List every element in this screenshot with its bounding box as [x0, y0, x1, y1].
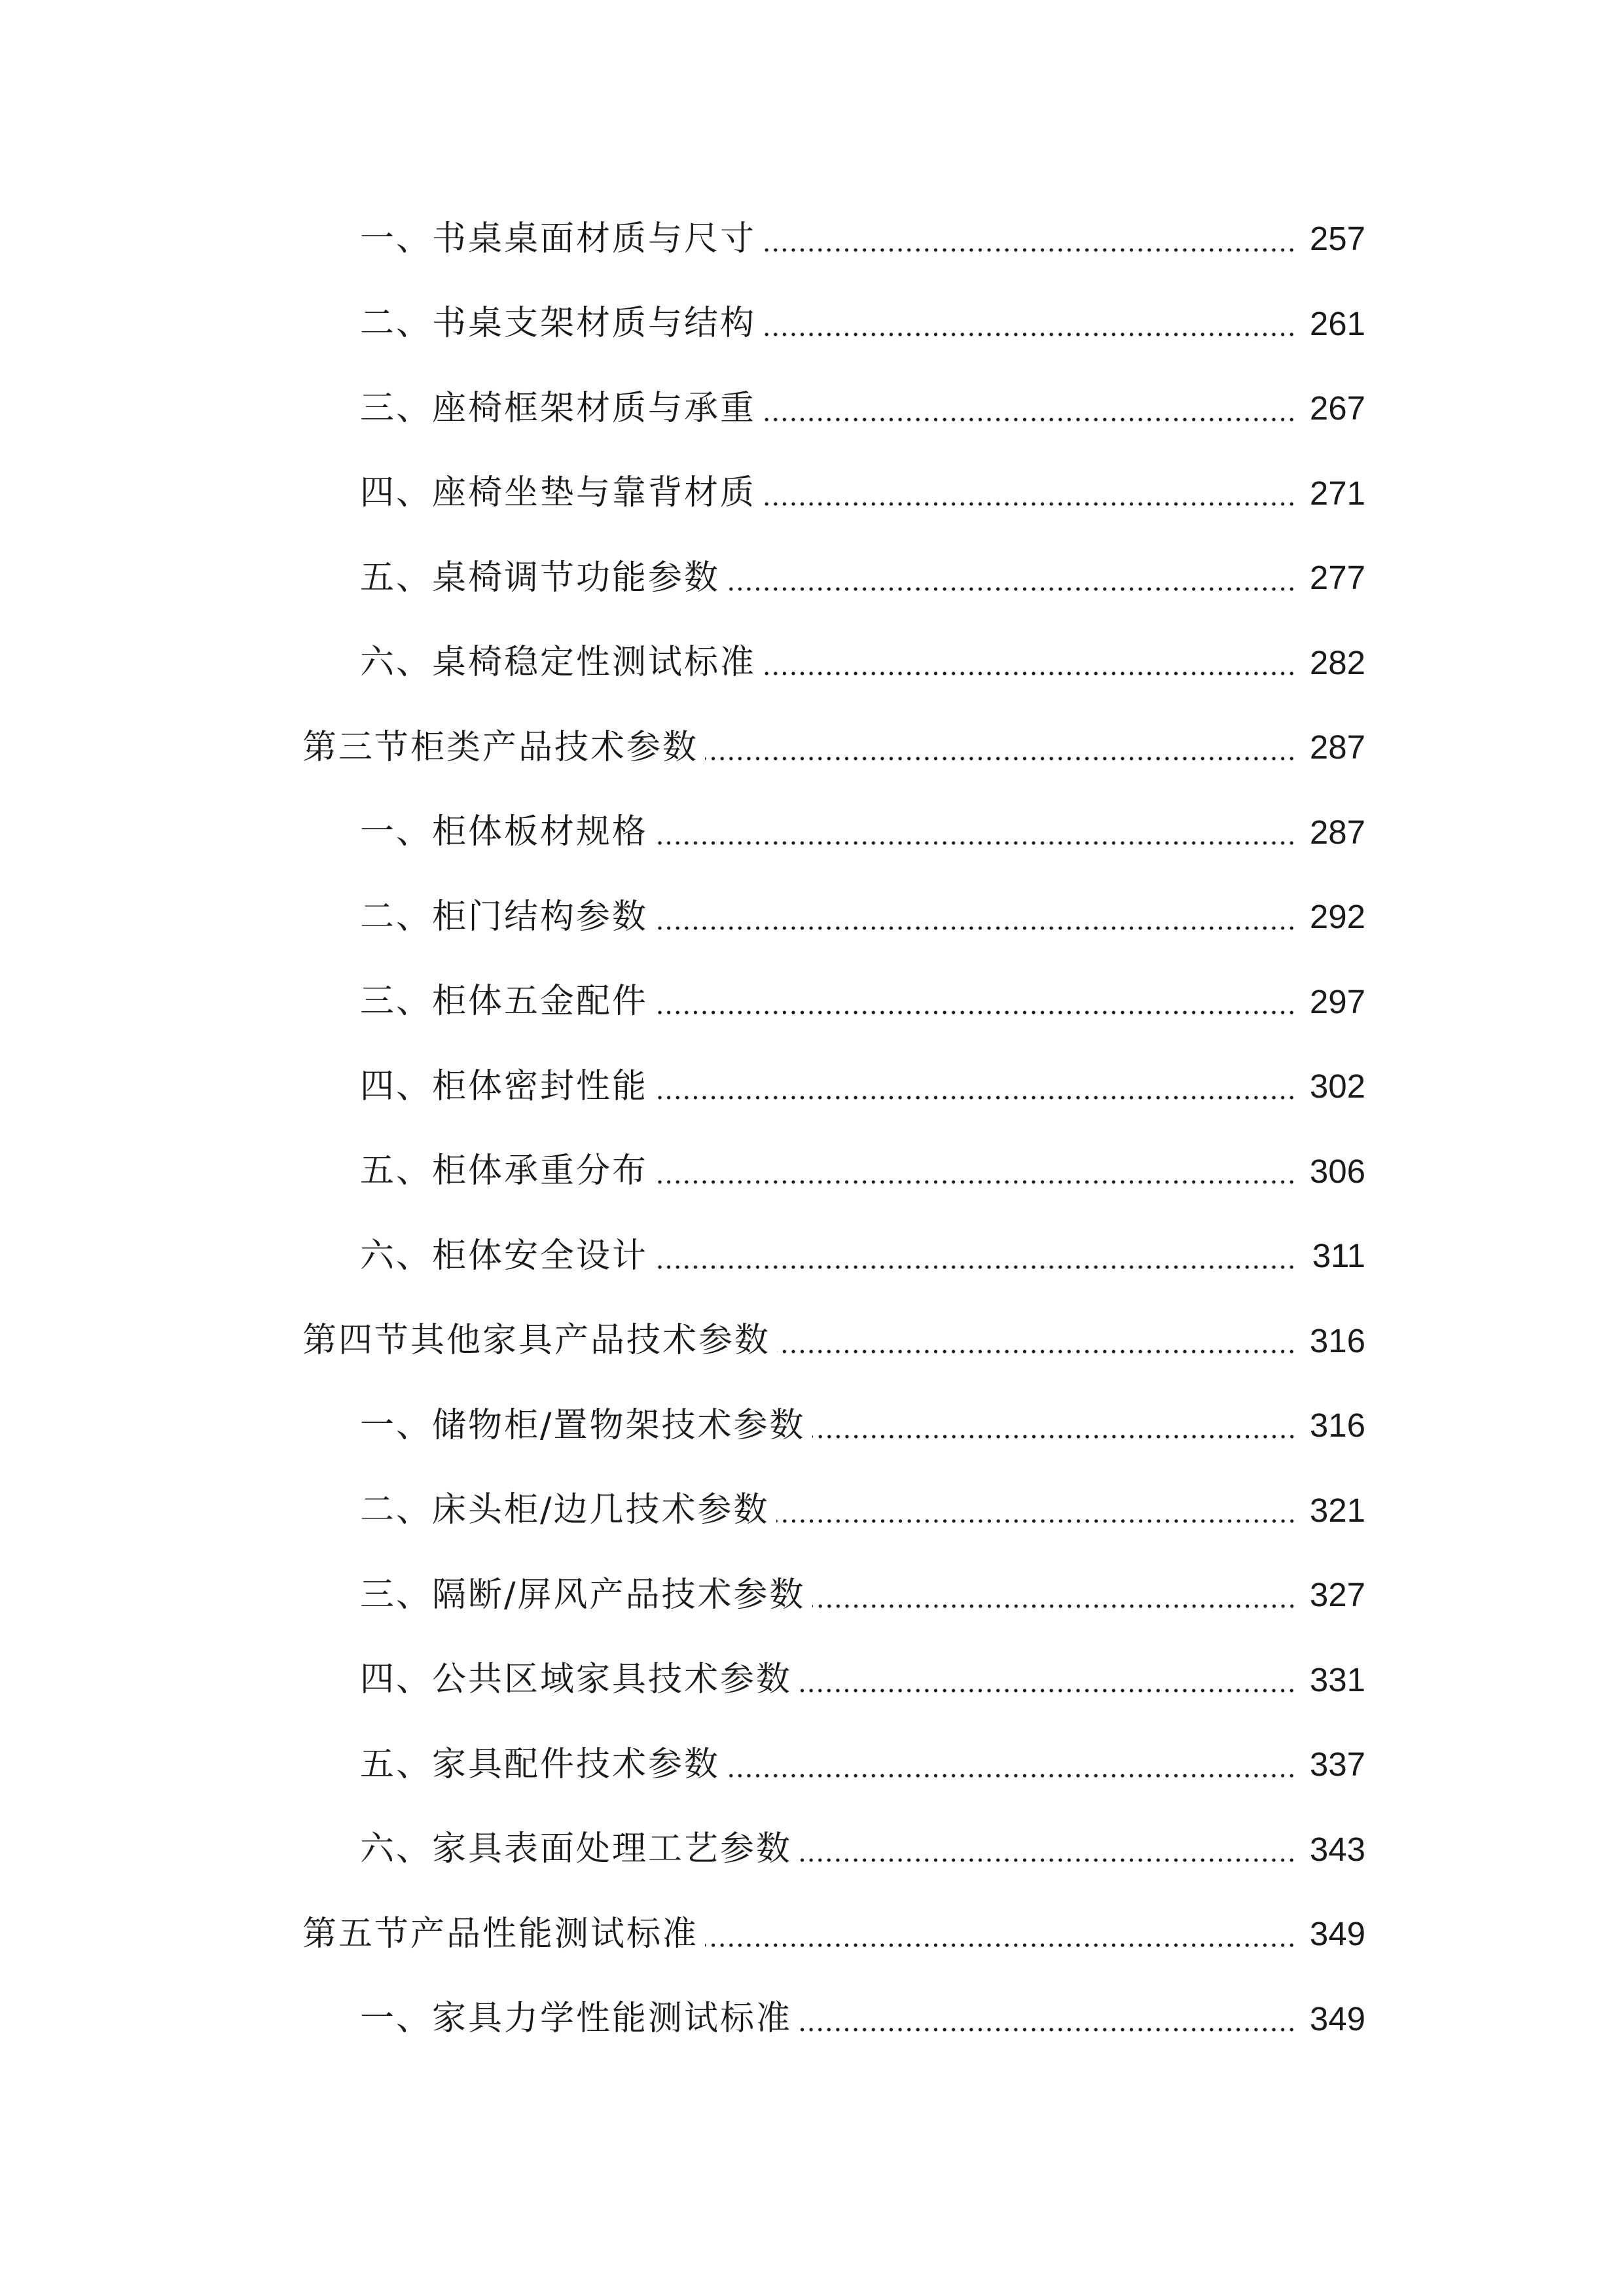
- toc-entry-title: 一、柜体板材规格: [360, 812, 649, 852]
- toc-entry-title: 二、书桌支架材质与结构: [360, 304, 757, 344]
- dot-leader: [763, 332, 1296, 337]
- toc-page-number: 321: [1309, 1491, 1365, 1529]
- toc-entry[interactable]: [0, 1722, 1624, 1807]
- dot-leader: [655, 1010, 1296, 1015]
- dot-leader: [777, 1349, 1296, 1354]
- toc-entry-title: 三、柜体五金配件: [360, 982, 649, 1022]
- toc-entry-title: 四、座椅坐垫与靠背材质: [360, 473, 757, 513]
- toc-entry-title: 六、家具表面处理工艺参数: [360, 1829, 793, 1869]
- toc-entry-title: 一、书桌桌面材质与尺寸: [360, 219, 757, 259]
- dot-leader: [655, 925, 1296, 931]
- toc-page-number: 282: [1309, 643, 1365, 681]
- toc-page-number: 271: [1309, 474, 1365, 512]
- toc-entry[interactable]: [0, 790, 1624, 875]
- toc-entry[interactable]: [0, 1468, 1624, 1553]
- dot-leader: [776, 1518, 1296, 1524]
- dot-leader: [655, 1095, 1296, 1100]
- toc-page-number: 316: [1309, 1321, 1365, 1359]
- toc-entry[interactable]: [0, 1383, 1624, 1468]
- toc-entry-title: 二、床头柜/边几技术参数: [360, 1490, 770, 1530]
- toc-page-number: 267: [1309, 389, 1365, 427]
- dot-leader: [705, 756, 1296, 761]
- toc-page-number: 277: [1309, 559, 1365, 597]
- dot-leader: [763, 417, 1296, 422]
- toc-section-entry[interactable]: [0, 1892, 1624, 1977]
- toc-entry[interactable]: [0, 1044, 1624, 1129]
- toc-entry[interactable]: [0, 874, 1624, 960]
- dot-leader: [799, 1688, 1296, 1693]
- toc-entry-title: 五、柜体承重分布: [360, 1151, 649, 1191]
- dot-leader: [763, 671, 1296, 676]
- toc-page-number: 327: [1309, 1576, 1365, 1614]
- toc-entry-title: 六、柜体安全设计: [360, 1236, 649, 1276]
- toc-entry-title: 三、座椅框架材质与承重: [360, 388, 757, 428]
- dot-leader: [799, 2027, 1296, 2032]
- toc-page-number: 261: [1309, 304, 1365, 342]
- toc-entry[interactable]: [0, 451, 1624, 536]
- toc-page-number: 337: [1309, 1746, 1365, 1784]
- toc-entry[interactable]: [0, 1807, 1624, 1892]
- toc-entry-title: 三、隔断/屏风产品技术参数: [360, 1575, 806, 1615]
- dot-leader: [655, 840, 1296, 846]
- toc-entry-title: 五、桌椅调节功能参数: [360, 558, 721, 598]
- toc-entry[interactable]: [0, 535, 1624, 620]
- toc-entry[interactable]: [0, 196, 1624, 281]
- toc-page-number: 287: [1309, 813, 1365, 851]
- toc-page-number: 297: [1309, 982, 1365, 1020]
- toc-page-number: 349: [1309, 2000, 1365, 2037]
- toc-page-number: 349: [1309, 1915, 1365, 1953]
- dot-leader: [655, 1265, 1296, 1270]
- toc-page-number: 331: [1309, 1660, 1365, 1698]
- toc-entry-title: 四、公共区域家具技术参数: [360, 1660, 793, 1700]
- dot-leader: [763, 501, 1296, 507]
- toc-page-number: 343: [1309, 1830, 1365, 1868]
- toc-entry-title: 二、柜门结构参数: [360, 897, 649, 937]
- dot-leader: [812, 1604, 1296, 1609]
- toc-entry[interactable]: [0, 366, 1624, 451]
- dot-leader: [727, 1773, 1296, 1778]
- toc-entry-title: 第五节产品性能测试标准: [302, 1914, 699, 1954]
- toc-page-number: 306: [1309, 1152, 1365, 1190]
- toc-entry[interactable]: [0, 1638, 1624, 1723]
- toc-entry[interactable]: [0, 960, 1624, 1045]
- dot-leader: [763, 247, 1296, 253]
- dot-leader: [655, 1179, 1296, 1185]
- toc-page-number: 257: [1309, 220, 1365, 258]
- toc-page-number: 302: [1309, 1067, 1365, 1105]
- toc-entry[interactable]: [0, 620, 1624, 706]
- toc-page-number: 292: [1309, 898, 1365, 936]
- toc-page-number: 287: [1309, 728, 1365, 766]
- table-of-contents: [0, 196, 1624, 2061]
- dot-leader: [705, 1943, 1296, 1948]
- toc-section-entry[interactable]: [0, 705, 1624, 790]
- toc-section-entry[interactable]: [0, 1299, 1624, 1384]
- toc-entry[interactable]: [0, 1977, 1624, 2062]
- dot-leader: [799, 1857, 1296, 1863]
- dot-leader: [727, 586, 1296, 592]
- toc-entry-title: 四、柜体密封性能: [360, 1066, 649, 1106]
- toc-entry[interactable]: [0, 281, 1624, 367]
- toc-entry-title: 一、家具力学性能测试标准: [360, 1999, 793, 2039]
- toc-entry-title: 五、家具配件技术参数: [360, 1744, 721, 1784]
- toc-entry-title: 第三节柜类产品技术参数: [302, 727, 699, 767]
- toc-page-number: 311: [1312, 1237, 1365, 1275]
- toc-page-number: 316: [1309, 1407, 1365, 1444]
- toc-entry[interactable]: [0, 1213, 1624, 1299]
- toc-entry-title: 第四节其他家具产品技术参数: [302, 1321, 771, 1361]
- toc-entry-title: 六、桌椅稳定性测试标准: [360, 643, 757, 683]
- dot-leader: [812, 1434, 1296, 1439]
- toc-entry[interactable]: [0, 1129, 1624, 1214]
- toc-entry-title: 一、储物柜/置物架技术参数: [360, 1405, 806, 1445]
- toc-entry[interactable]: [0, 1552, 1624, 1638]
